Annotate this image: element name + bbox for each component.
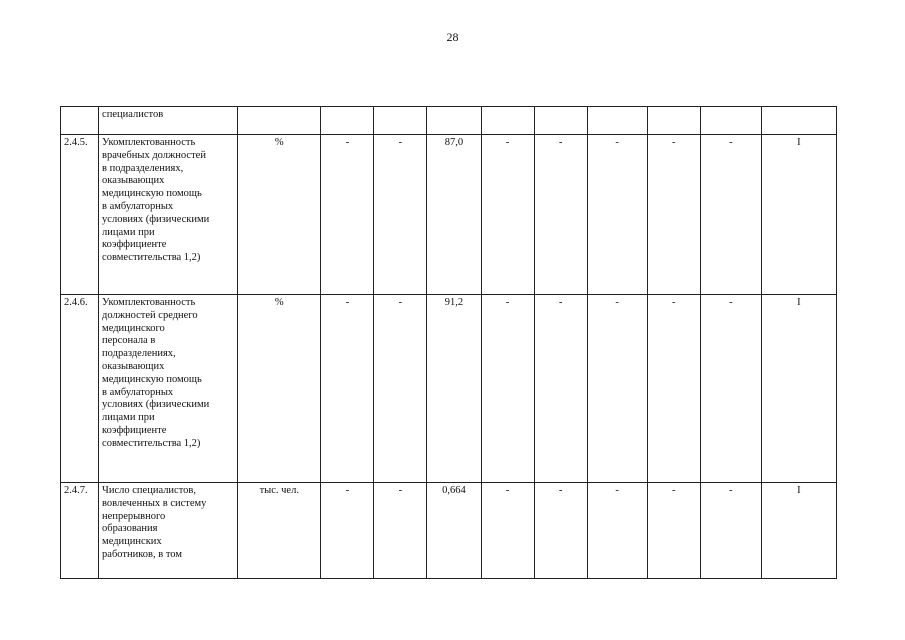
value-cell: 91,2 xyxy=(427,295,481,483)
description-line: непрерывного xyxy=(102,510,166,522)
unit-cell: % xyxy=(238,295,321,483)
description-line: условиях (физическими xyxy=(102,213,210,225)
value-cell: - xyxy=(587,295,647,483)
description-line: Укомплектованность xyxy=(102,137,196,148)
value-cell: - xyxy=(700,135,761,295)
description-line: медицинского xyxy=(102,322,165,334)
row-description xyxy=(99,483,238,579)
description-line: в амбулаторных xyxy=(102,386,174,398)
indicators-table xyxy=(60,106,837,579)
description-line: лицами при xyxy=(102,226,155,238)
description-line: коэффициенте xyxy=(102,424,167,436)
table-row xyxy=(61,295,837,483)
description-line: Укомплектованность xyxy=(102,297,196,308)
description-line: подразделениях, xyxy=(102,348,176,360)
value-cell: 0,664 xyxy=(427,483,481,579)
value-cell: - xyxy=(700,483,761,579)
description-line: условиях (физическими xyxy=(102,399,210,411)
value-cell: - xyxy=(647,295,700,483)
value-cell: 87,0 xyxy=(427,135,481,295)
description-line: образования xyxy=(102,523,158,535)
description-line: коэффициенте xyxy=(102,239,167,251)
value-cell: - xyxy=(481,135,534,295)
description-line: медицинских xyxy=(102,536,162,548)
description-line: в подразделениях, xyxy=(102,162,184,174)
description-line: совместительства 1,2) xyxy=(102,252,201,264)
row-description xyxy=(99,135,238,295)
table-row-continuation xyxy=(61,107,837,135)
description-line: работников, в том xyxy=(102,548,182,560)
description-line: в амбулаторных xyxy=(102,200,174,212)
description-line: совместительства 1,2) xyxy=(102,437,201,449)
value-cell: I xyxy=(761,135,836,295)
value-cell: - xyxy=(700,295,761,483)
value-cell: - xyxy=(647,135,700,295)
value-cell: - xyxy=(374,135,427,295)
row-number: 2.4.7. xyxy=(61,483,99,579)
value-cell: - xyxy=(534,135,587,295)
description-line: вовлеченных в систему xyxy=(102,497,207,509)
value-cell: - xyxy=(374,295,427,483)
unit-cell: тыс. чел. xyxy=(238,483,321,579)
value-cell: - xyxy=(481,483,534,579)
value-cell: - xyxy=(587,135,647,295)
value-cell: I xyxy=(761,483,836,579)
value-cell: - xyxy=(534,295,587,483)
value-cell: - xyxy=(321,295,374,483)
value-cell: - xyxy=(321,483,374,579)
row-description: специалистов xyxy=(99,107,238,135)
row-number: 2.4.5. xyxy=(61,135,99,295)
description-line: лицами при xyxy=(102,412,155,424)
page-number: 28 xyxy=(446,30,459,44)
value-cell: I xyxy=(761,295,836,483)
row-number: 2.4.6. xyxy=(61,295,99,483)
value-cell: - xyxy=(481,295,534,483)
value-cell: - xyxy=(647,483,700,579)
value-cell: - xyxy=(534,483,587,579)
description-line: Число специалистов, xyxy=(102,485,196,496)
row-description xyxy=(99,295,238,483)
table-row xyxy=(61,483,837,579)
description-line: должностей среднего xyxy=(102,309,198,321)
description-line: оказывающих xyxy=(102,175,165,187)
description-line: оказывающих xyxy=(102,360,165,372)
description-line: медицинскую помощь xyxy=(102,373,202,385)
unit-cell: % xyxy=(238,135,321,295)
value-cell: - xyxy=(321,135,374,295)
value-cell: - xyxy=(374,483,427,579)
description-line: медицинскую помощь xyxy=(102,188,202,200)
description-line: персонала в xyxy=(102,335,156,347)
value-cell: - xyxy=(587,483,647,579)
table-row xyxy=(61,135,837,295)
description-line: врачебных должностей xyxy=(102,149,206,161)
